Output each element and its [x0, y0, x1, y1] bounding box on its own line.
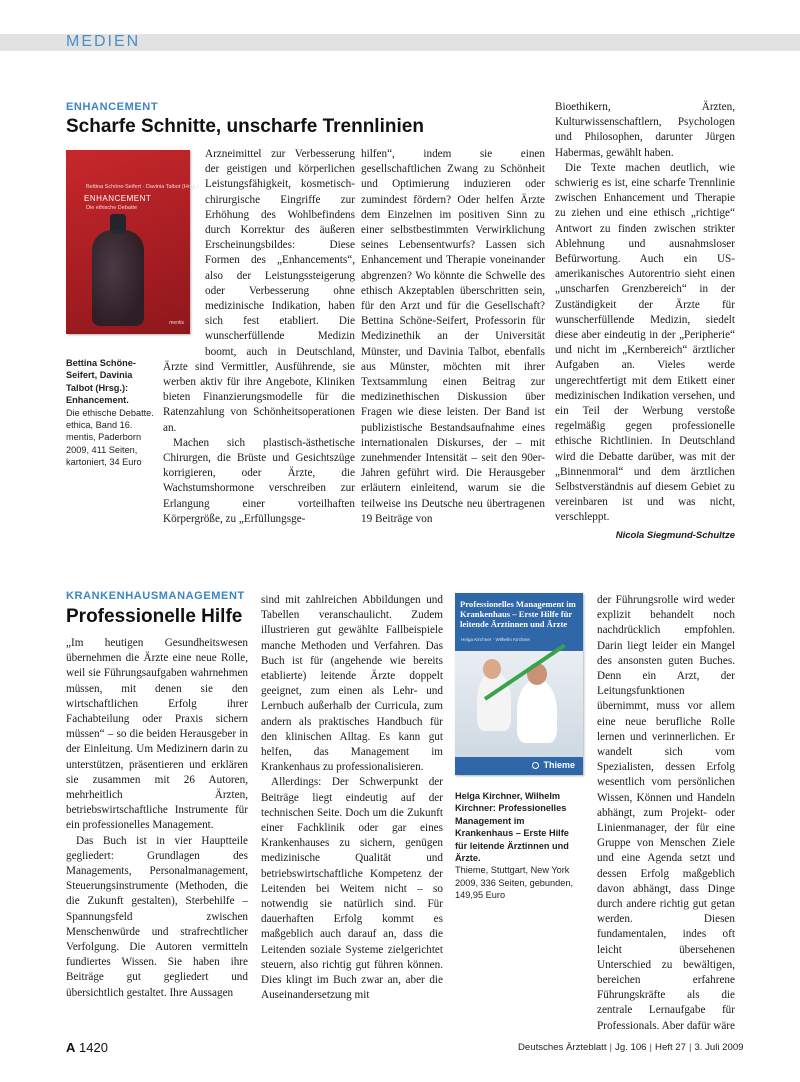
- caption-regular: Die ethische Debatte. ethica, Band 16. mentis, Paderborn 2009, 411 Seiten, kartoniert, 34 Euro: [66, 407, 154, 468]
- paragraph: hilfen“, indem sie einen gesellschaftlichen Zwang zu Schönheit und Optimierung induzieren oder zumindest fördern? Oder helfen Ärzte dem Einzelnen im positiven Sinn zu einer selbstbestimmten Verwirklichung seines Lebensentwurfs? Lassen sich Enhancement und Therapie voneinander abgrenzen? Wo könnte die Schwelle des ethisch Akzeptablen überschritten sein, für den Arzt und für die Gesellschaft? Bettina Schöne-Seifert, Professorin für Medizinethik an der Universität Münster, und Davinia Talbot, ebenfalls aus Münster, möchten mit ihrer Textsammlung einen Beitrag zur medizinethischen Diskussion über Fragen wie diese leisten. Der Band ist publizistische Bestandsaufnahme eines internationalen Diskurses, der – mit zunehmender Intensität – seit den 90er-Jahren geführt wird. Die Herausgeber erläutern einleitend, warum sie die teilweise ins Deutsche neu übertragenen 19 Beiträge von: [361, 148, 545, 525]
- article1-kicker: ENHANCEMENT: [66, 101, 159, 113]
- cover-title: ENHANCEMENT: [84, 194, 152, 203]
- paragraph: Bioethikern, Ärzten, Kulturwissenschaftlern, Psychologen und Philosophen, darunter Jürgen Habermas, gewählt haben.: [555, 101, 735, 159]
- article2-kicker: KRANKENHAUSMANAGEMENT: [66, 590, 245, 602]
- caption-bold: Bettina Schöne-Seifert, Davinia Talbot (Hrsg.): Enhancement.: [66, 358, 136, 406]
- paragraph: Arzneimittel zur Verbesserung der geistigen und körperlichen Leistungsfähigkeit, kosmetisch-chirurgische Eingriffe zur Erhöhung des Wohlbefindens durch Korrektur des äußeren Erscheinungsbildes: Diese Formen des „Enhancements“, also der Leistungssteigerung oder Verbesserung ohne medizinische Indikation, haben sich fest etabliert. Die wunscherfüllende Medizin boomt, auch in Deutschland, Ärzte sind Vermittler, Ausführende, sie werben aktiv für ihre Angebote, Kliniken bieten Finanzierungsmodelle für die Ratenzahlung von Schönheitsoperationen an.: [163, 148, 355, 434]
- person-illustration: [477, 671, 511, 731]
- page-number: [66, 1040, 108, 1055]
- section-label: MEDIEN: [66, 33, 141, 50]
- cover-title: Professionelles Management im Krankenhaus – Erste Hilfe für leitende Ärztinnen und Ärzte: [460, 599, 576, 629]
- caption-regular: Thieme, Stuttgart, New York 2009, 336 Seiten, gebunden, 149,95 Euro: [455, 865, 574, 901]
- cover-editors: Bettina Schöne-Seifert · Davinia Talbot (Hrsg.): [86, 184, 199, 190]
- publisher-logo-icon: [532, 762, 539, 769]
- cover-authors: Helga Kirchner · Wilhelm Kirchner: [461, 637, 531, 642]
- person-illustration: [517, 679, 557, 743]
- journal-date: 3. Juli 2009: [694, 1042, 744, 1053]
- bottle-illustration: [92, 230, 144, 326]
- cover-publisher: mentis: [169, 320, 184, 326]
- article2-column1: [66, 636, 248, 1034]
- article2-caption: [455, 790, 583, 902]
- article1-column2: [361, 147, 545, 552]
- article2-column3: [597, 593, 735, 1033]
- journal-issue: Heft 27: [655, 1042, 686, 1053]
- journal-volume: Jg. 106: [615, 1042, 647, 1053]
- article1-author: Nicola Siegmund-Schultze: [615, 529, 735, 541]
- page-number-value: 1420: [79, 1040, 108, 1055]
- paragraph: Machen sich plastisch-ästhetische Chirurgen, die Brüste und Gesichtszüge korrigieren, oder Ärzte, die Wachstumshormone verschreiben zur Erlangung einer vorteilhaften Körpergröße, zu „Erfüllungsge-: [163, 436, 355, 525]
- cover-subtitle: Die ethische Debatte: [86, 205, 138, 211]
- article1-caption: [66, 357, 158, 469]
- paragraph: sind mit zahlreichen Abbildungen und Tabellen veranschaulicht. Zudem illustrieren gut gewählte Fallbeispiele manche Methoden und Verfahren. Das Buch ist für (angehende wie bereits etablierte) leitende Ärzte doppelt geeignet, zum einen als Lehr- und Lernbuch außerhalb der Curricula, zum andern als praktisches Handbuch für den klinischen Alltag. Es kann gut helfen, das Management im Krankenhaus zu professionalisieren.: [261, 594, 443, 774]
- article1-column3: [555, 100, 735, 555]
- article1-column1: [163, 147, 355, 552]
- page-prefix: A: [66, 1040, 76, 1055]
- person-head-illustration: [483, 659, 501, 679]
- article1-headline: Scharfe Schnitte, unscharfe Trennlinien: [66, 116, 424, 137]
- journal-info: Deutsches Ärzteblatt | Jg. 106 | Heft 27 | 3. Juli 2009: [518, 1042, 744, 1053]
- paragraph: der Führungsrolle wird weder explizit behandelt noch nachdrücklich empfohlen. Darin liegt leider ein Mangel des ansonsten guten Buches. Denn ein Arzt, der Leitungsfunktionen übernimmt, muss vor allem eine neue berufliche Rolle lernen und verinnerlichen. Er wandelt sich vom Spezialisten, dessen Erfolg wesentlich vom persönlichen Wissen, Können und Handeln abhängt, zum Projekt- oder Linienmanager, der für eine Gruppe von Menschen Ziele und eine Agenda setzt und dessen Erfolg maßgeblich davon abhängt, dass Dinge durch andere richtig gut getan werden. Diesen fundamentalen, indes oft leicht übersehenen Unterschied zu bewältigen, bereichen erfahrene Führungskräfte als die zentrale Lernaufgabe für Professionals. Aber dafür wäre: [597, 594, 735, 1032]
- paragraph: Allerdings: Der Schwerpunkt der Beiträge liegt eindeutig auf der technischen Seite. Doch um die Zukunft einer Fachklinik oder gar eines Krankenhauses zu sichern, genügen medizinische Qualität und betriebswirtschaftliche Kompetenz der Leitenden bei Weitem nicht – so notwendig sie natürlich sind. Für dauerhaften Erfolg kommt es maßgeblich auch darauf an, dass die Leitenden soziale Systeme zielgerichtet steuern, also richtig gut führen können. Dies klingt im Buch zwar an, aber die Auseinandersetzung mit: [261, 776, 443, 1002]
- paragraph: Das Buch ist in vier Hauptteile gegliedert: Grundlagen des Managements, Personalmanagement, Steuerungsinstrumente (Methoden, die die Zukunft gestalten), Sterbehilfe – Spannungsfeld zwischen Menschenwürde und strafrechtlicher Verfolgung. Die Autoren vermitteln fundiertes Wissen. Sie haben ihre Beiträge gut gegliedert und übersichtlich gestaltet. Ihre Aussagen: [66, 834, 248, 999]
- article2-column2: [261, 593, 443, 1033]
- paragraph: Die Texte machen deutlich, wie schwierig es ist, eine scharfe Trennlinie zwischen Enhancement und Therapie zu ziehen und eine ethisch „richtige“ Antwort zu finden zwischen strikter Ablehnung und ausnahmsloser Befürwortung. Auch ein US-amerikanisches Autorentrio sieht einen „unscharfen Grenzbereich“ in der Zuständigkeit der Ärzte für wunscherfüllende Medizin, siedelt diese aber eindeutig in der „Peripherie“ und nicht im „Kernbereich“ ärztlicher Aufgaben an. Vieles werde ungerechtfertigt mit dem Etikett einer medizinischen Indikation versehen, und ein Teil der Werbung verstoße regelmäßig gegen professionelle ethische Richtlinien. In Deutschland wird die Debatte darüber, was mit der „Binnenmoral“ und dem ärztlichen Selbstverständnis auf diesem Gebiet zu vereinbaren ist und was nicht, verschleppt.: [555, 161, 735, 524]
- cover-publisher: Thieme: [543, 760, 575, 770]
- article2-headline: Professionelle Hilfe: [66, 606, 243, 627]
- book-cover-krankenhausmanagement: [455, 593, 583, 775]
- paragraph: „Im heutigen Gesundheitswesen übernehmen die Ärzte eine neue Rolle, weil sie Führungsaufgaben wahrnehmen müssen, mit denen sie den wirtschaftlichen Erfolg ihrer Fachabteilung oder Praxis sichern müssen“ – so die beiden Herausgeber in der Einleitung. Um Medizinern darin zu unterstützen, präsentieren und erklären sie zusammen mit 26 Autoren, mehrheitlich Ärzten, betriebswirtschaftliche Instrumente für ein professionelles Management.: [66, 637, 248, 832]
- caption-bold: Helga Kirchner, Wilhelm Kirchner: Professionelles Management im Krankenhaus – Erste Hilfe für leitende Ärztinnen und Ärzte.: [455, 791, 569, 864]
- journal-name: Deutsches Ärzteblatt: [518, 1042, 607, 1053]
